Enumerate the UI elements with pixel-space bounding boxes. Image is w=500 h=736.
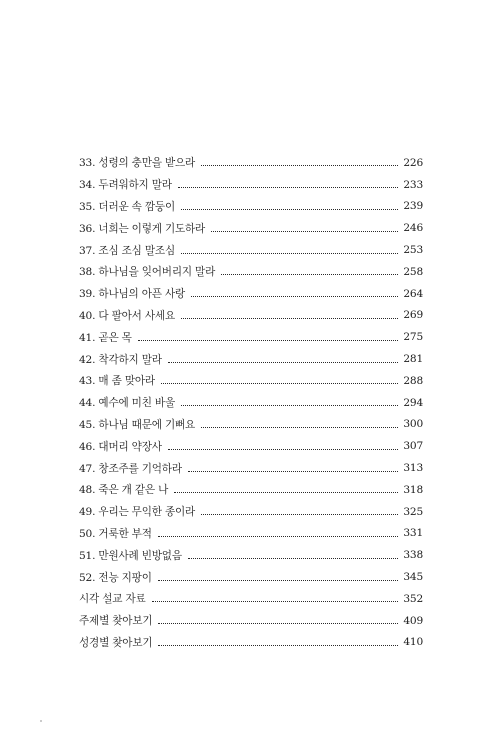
toc-entry-title: 성경별 찾아보기	[79, 636, 153, 649]
toc-entry-page: 338	[403, 549, 423, 562]
toc-entry	[79, 457, 423, 479]
toc-entry-page: 275	[403, 331, 423, 344]
dot-leader	[168, 362, 398, 363]
toc-entry	[79, 610, 423, 632]
toc-entry-title: 46. 대머리 약장사	[79, 440, 162, 453]
dot-leader	[191, 296, 398, 297]
toc-entry-title: 주제별 찾아보기	[79, 615, 153, 628]
dot-leader	[201, 165, 398, 166]
toc-entry	[79, 414, 423, 436]
toc-entry	[79, 217, 423, 239]
toc-entry	[79, 348, 423, 370]
toc-entry-title: 51. 만원사례 빈방없음	[79, 549, 182, 562]
dot-leader	[201, 514, 398, 515]
toc-entry	[79, 174, 423, 196]
dot-leader	[221, 274, 398, 275]
toc-entry-page: 300	[403, 418, 423, 431]
toc-entry	[79, 283, 423, 305]
toc-entry-title: 39. 하나님의 아픈 사랑	[79, 288, 186, 301]
corner-mark	[40, 720, 42, 722]
toc-entry	[79, 152, 423, 174]
toc-entry	[79, 196, 423, 218]
toc-entry-page: 264	[403, 287, 423, 300]
toc-entry-page: 258	[403, 265, 423, 278]
toc-entry-title: 36. 너희는 이렇게 기도하라	[79, 222, 206, 235]
toc-entry	[79, 239, 423, 261]
toc-entry	[79, 435, 423, 457]
toc-entry-title: 48. 죽은 개 같은 나	[79, 484, 169, 497]
toc-entry	[79, 370, 423, 392]
dot-leader	[188, 558, 398, 559]
toc-entry-page: 331	[403, 527, 423, 540]
toc-entry-page: 226	[403, 156, 423, 169]
dot-leader	[152, 601, 398, 602]
toc-entry-title: 34. 두려워하지 말라	[79, 179, 172, 192]
dot-leader	[181, 318, 398, 319]
dot-leader	[178, 187, 398, 188]
toc-entry-title: 47. 창조주를 기억하라	[79, 462, 182, 475]
toc-entry-page: 318	[403, 483, 423, 496]
dot-leader	[168, 449, 398, 450]
toc-entry	[79, 501, 423, 523]
toc-entry-page: 307	[403, 440, 423, 453]
toc-entry-title: 35. 더러운 속 깜둥이	[79, 200, 175, 213]
dot-leader	[201, 427, 398, 428]
toc-entry-page: 281	[403, 353, 423, 366]
toc-entry	[79, 392, 423, 414]
toc-entry-title: 시각 설교 자료	[79, 593, 146, 606]
toc-entry	[79, 305, 423, 327]
toc-entry	[79, 588, 423, 610]
toc-entry-title: 45. 하나님 때문에 기뻐요	[79, 418, 196, 431]
dot-leader	[158, 645, 398, 646]
dot-leader	[161, 383, 398, 384]
toc-entry	[79, 523, 423, 545]
toc-entry-page: 246	[403, 222, 423, 235]
toc-entry-title: 37. 조심 조심 말조심	[79, 244, 175, 257]
toc-entry	[79, 261, 423, 283]
toc-entry-page: 345	[403, 571, 423, 584]
toc-entry-page: 313	[403, 462, 423, 475]
dot-leader	[181, 209, 398, 210]
toc-entry	[79, 566, 423, 588]
toc-entry	[79, 326, 423, 348]
toc-entry-page: 253	[403, 244, 423, 257]
toc-entry-title: 50. 거룩한 부적	[79, 527, 152, 540]
toc-entry-title: 40. 다 팔아서 사세요	[79, 309, 175, 322]
toc-entry-page: 233	[403, 178, 423, 191]
toc-entry-title: 52. 전능 지팡이	[79, 571, 152, 584]
dot-leader	[181, 253, 398, 254]
table-of-contents	[79, 152, 423, 653]
toc-entry-title: 38. 하나님을 잊어버리지 말라	[79, 266, 216, 279]
toc-entry-page: 352	[403, 592, 423, 605]
dot-leader	[188, 471, 398, 472]
toc-entry-page: 288	[403, 374, 423, 387]
toc-entry	[79, 479, 423, 501]
toc-entry-page: 269	[403, 309, 423, 322]
toc-entry-title: 33. 성령의 충만을 받으라	[79, 157, 196, 170]
dot-leader	[158, 536, 398, 537]
toc-entry	[79, 632, 423, 654]
toc-entry-title: 49. 우리는 무익한 종이라	[79, 506, 196, 519]
toc-entry-page: 294	[403, 396, 423, 409]
toc-entry-page: 409	[403, 614, 423, 627]
toc-entry-title: 44. 예수에 미친 바울	[79, 397, 175, 410]
toc-entry-title: 43. 매 좀 맞아라	[79, 375, 155, 388]
toc-entry-page: 410	[403, 636, 423, 649]
dot-leader	[158, 623, 398, 624]
dot-leader	[211, 231, 398, 232]
dot-leader	[174, 492, 398, 493]
dot-leader	[138, 340, 398, 341]
toc-entry-page: 239	[403, 200, 423, 213]
dot-leader	[158, 580, 398, 581]
toc-entry-title: 42. 착각하지 말라	[79, 353, 162, 366]
toc-entry	[79, 544, 423, 566]
dot-leader	[181, 405, 398, 406]
toc-entry-page: 325	[403, 505, 423, 518]
toc-entry-title: 41. 곧은 목	[79, 331, 132, 344]
